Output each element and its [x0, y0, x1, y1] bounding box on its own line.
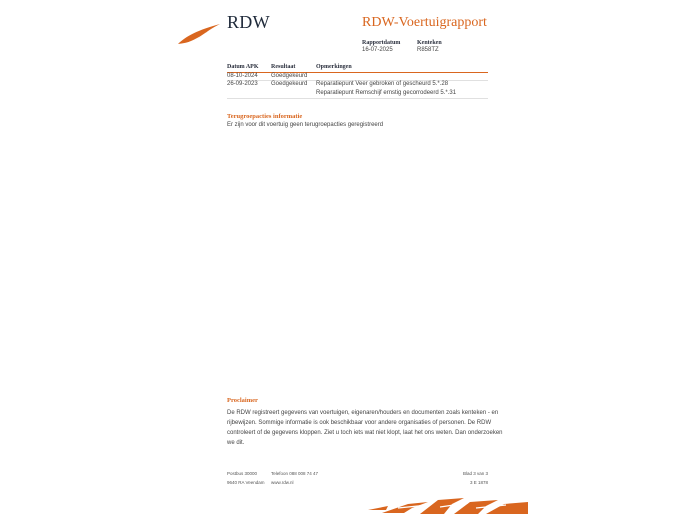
apk-remark: Reparatiepunt Remschijf ernstig gecorrodeerd 5.*.31 — [316, 90, 457, 96]
disclaimer-line: rijbewijzen. Sommige informatie is ook beschikbaar voor andere organisaties of personen. De RDW — [227, 420, 492, 426]
footer-page-number: Blad 3 van 3 — [462, 471, 488, 476]
report-date-value: 16-07-2025 — [362, 47, 393, 53]
disclaimer-title: Proclaimer — [227, 397, 258, 404]
footer-website-link[interactable]: www.rdw.nl — [271, 480, 294, 485]
plate-label: Kenteken — [417, 40, 442, 46]
apk-date: 08-10-2024 — [227, 73, 258, 79]
footer-postbus: Postbus 30000 — [227, 471, 258, 476]
plate-value: R858TZ — [417, 47, 439, 53]
brand-name: RDW — [227, 12, 270, 32]
table-header-divider — [227, 72, 488, 73]
column-header-result: Resultaat — [271, 64, 296, 70]
rdw-swoosh-icon — [368, 496, 528, 514]
apk-date: 26-09-2023 — [227, 81, 258, 87]
apk-result: Goedgekeurd — [271, 81, 308, 87]
column-header-date: Datum APK — [227, 64, 259, 70]
column-header-remarks: Opmerkingen — [316, 64, 352, 70]
document-title: RDW-Voertuigrapport — [362, 15, 487, 30]
footer-city: 9640 RA Veendam — [227, 480, 265, 485]
footer-doc-code: 3 E 1878 — [469, 480, 488, 485]
rdw-bird-logo-icon — [176, 22, 222, 46]
apk-result: Goedgekeurd — [271, 73, 308, 79]
apk-remark: Reparatiepunt Veer gebroken of gescheurd 5.*.28 — [316, 81, 449, 87]
disclaimer-line: we dit. — [227, 440, 245, 446]
row-divider — [227, 98, 488, 99]
disclaimer-line: controleert of de gegevens kloppen. Ziet u toch iets wat niet klopt, laat het ons weten. Dan onderzoeken — [227, 430, 503, 436]
recall-text: Er zijn voor dit voertuig geen terugroepacties geregistreerd — [227, 122, 384, 128]
report-date-label: Rapportdatum — [362, 40, 401, 46]
disclaimer-paragraph — [227, 408, 503, 448]
recall-section-title: Terugroepacties informatie — [227, 113, 303, 120]
disclaimer-line: De RDW registreert gegevens van voertuigen, eigenaren/houders en documenten zoals kenteken - en — [227, 410, 499, 416]
footer-phone: Telefoon 088 008 74 47 — [271, 471, 319, 476]
